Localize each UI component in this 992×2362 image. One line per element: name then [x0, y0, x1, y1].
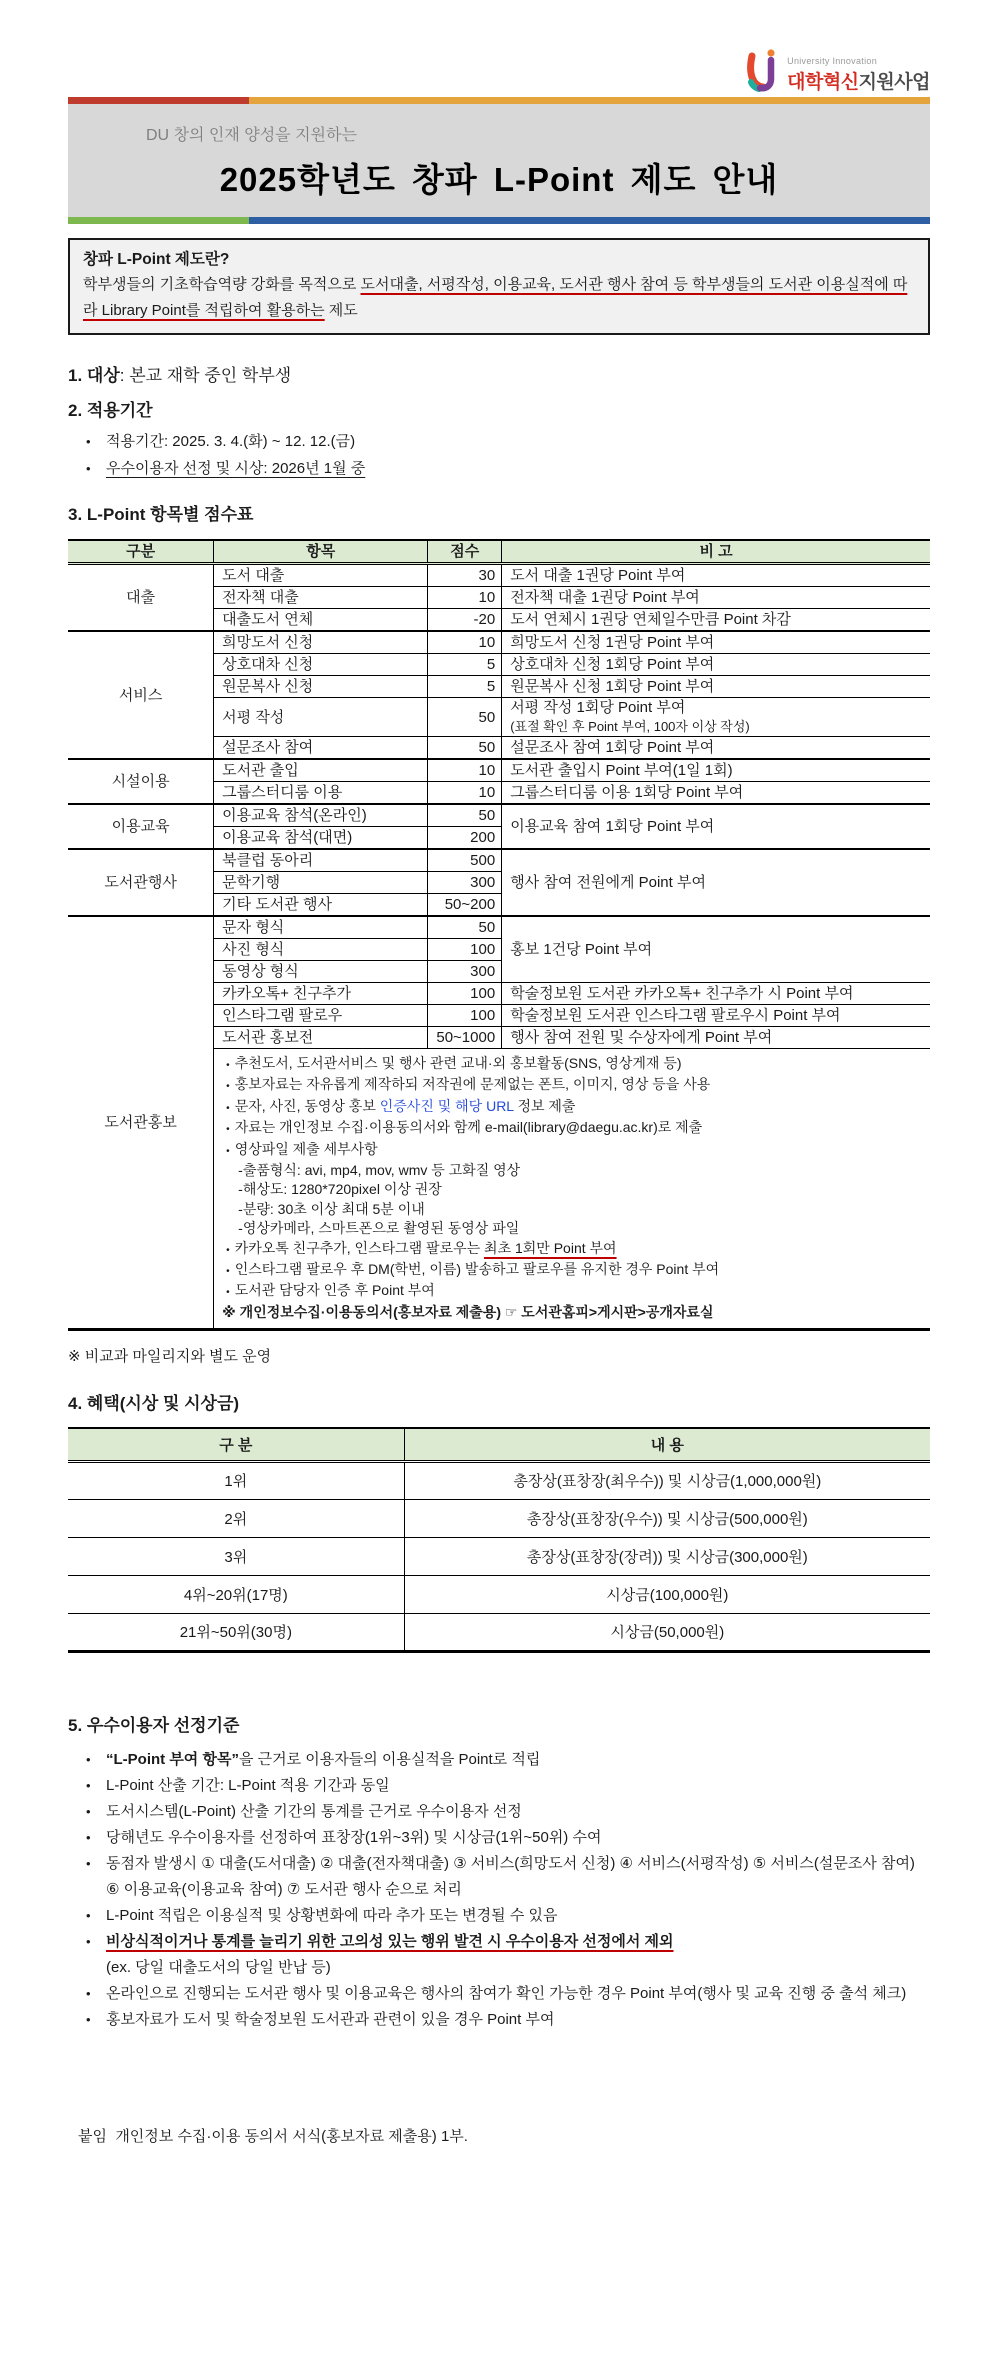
item-cell: 도서관 출입 [214, 759, 428, 782]
criteria-text: • 동점자 발생시 ① 대출(도서대출) ② 대출(전자책대출) ③ 서비스(희망도서 신청) ④ 서비스(서평작성) ⑤ 서비스(설문조사 참여) ⑥ 이용교육(이용교육 참여) ⑦ 도서관 행사 순으로 처리 [106, 1854, 915, 1898]
item-cell: 전자책 대출 [214, 587, 428, 609]
remark-cell: 도서 연체시 1권당 연체일수만큼 Point 차감 [502, 609, 930, 632]
section5-heading: 5. 우수이용자 선정기준 [68, 1715, 240, 1735]
remark-cell: 설문조사 참여 1회당 Point 부여 [502, 737, 930, 760]
remark-cell: 상호대차 신청 1회당 Point 부여 [502, 654, 930, 676]
criteria-text: • 온라인으로 진행되는 도서관 행사 및 이용교육은 행사의 참여가 확인 가능한 경우 Point 부여(행사 및 교육 진행 중 출석 체크) [106, 1984, 907, 2002]
intro-text-post: 제도 [324, 302, 358, 319]
prize-cell: 총장상(표창장(우수)) 및 시상금(500,000원) [404, 1499, 930, 1537]
group-label: 도서관행사 [68, 849, 214, 916]
criteria-rest: 을 근거로 이용자들의 이용실적을 Point로 적립 [238, 1750, 541, 1768]
score-cell: 50~1000 [428, 1027, 502, 1049]
promo-note-pre: 카카오톡 친구추가, 인스타그램 팔로우는 [234, 1239, 485, 1256]
consent-form-note: ※ 개인정보수집·이용동의서(홍보자료 제출용) ☞ 도서관홈피>게시판>공개자료실 [222, 1303, 714, 1320]
criteria-text [106, 1747, 540, 1773]
score-table [68, 539, 930, 1331]
logo-title-red: 대학혁신 [787, 72, 859, 93]
score-cell: 5 [428, 676, 502, 698]
table-row [68, 759, 930, 782]
promo-note [222, 1239, 922, 1260]
banner-bottom-bar [68, 217, 930, 224]
group-label: 도서관홍보 [68, 916, 214, 1330]
col-header-category: 구분 [68, 540, 214, 564]
remark-cell: 그룹스터디룸 이용 1회당 Point 부여 [502, 782, 930, 805]
remark-cell: 이용교육 참여 1회당 Point 부여 [502, 804, 930, 849]
prize-cell: 시상금(50,000원) [404, 1613, 930, 1651]
item-cell: 원문복사 신청 [214, 676, 428, 698]
table-row [68, 631, 930, 654]
criteria-text: • 도서시스템(L-Point) 산출 기간의 통계를 근거로 우수이용자 선정 [106, 1802, 522, 1820]
item-cell: 문학기행 [214, 872, 428, 894]
rank-cell: 1위 [68, 1461, 404, 1499]
table-row [68, 1537, 930, 1575]
score-cell: 300 [428, 872, 502, 894]
score-table-header-row [68, 540, 930, 564]
remark-cell: 행사 참여 전원에게 Point 부여 [502, 849, 930, 916]
cert-photo-url-link[interactable]: 인증사진 및 해당 URL [379, 1097, 514, 1114]
intro-box [68, 238, 930, 335]
table-row [68, 804, 930, 827]
promo-note: • 도서관 담당자 인증 후 Point 부여 [222, 1281, 922, 1302]
section1-label: 1. 대상 [68, 366, 120, 385]
promo-note [222, 1097, 922, 1118]
logo-row [68, 0, 930, 94]
promo-note-post: 정보 제출 [513, 1097, 576, 1114]
section1-text: : 본교 재학 중인 학부생 [119, 366, 292, 385]
logo-title [787, 67, 930, 94]
col-header-item: 항목 [214, 540, 428, 564]
score-cell: 100 [428, 1005, 502, 1027]
score-cell: 500 [428, 849, 502, 872]
item-cell: 상호대차 신청 [214, 654, 428, 676]
score-cell: 10 [428, 587, 502, 609]
criteria-bullet [68, 2007, 930, 2033]
intro-text-underlined: 도서대출, 서평작성, 이용교육, 도서관 행사 참여 등 학부생들의 도서관 이용실적에 따라 Library Point를 적립하여 활용하는 [83, 276, 908, 319]
criteria-bullet [68, 1981, 930, 2007]
item-cell: 이용교육 참석(온라인) [214, 804, 428, 827]
intro-text-pre: 학부생들의 기초학습역량 강화를 목적으로 [83, 276, 361, 293]
score-cell: 100 [428, 939, 502, 961]
promo-subnote: -출품형식: avi, mp4, mov, wmv 등 고화질 영상 [238, 1162, 521, 1179]
score-cell: 10 [428, 631, 502, 654]
criteria-alert-example: (ex. 당일 대출도서의 당일 반납 등) [106, 1958, 331, 1976]
promo-note: • 자료는 개인정보 수집·이용동의서와 함께 e-mail(library@daegu.ac.kr)로 제출 [222, 1118, 922, 1139]
bullet-apply-period [68, 428, 930, 455]
criteria-alert: 비상식적이거나 통계를 늘리기 위한 고의성 있는 행위 발견 시 우수이용자 선정에서 제외 [106, 1932, 674, 1950]
criteria-bullet [68, 1747, 930, 1773]
remark-cell: 도서 대출 1권당 Point 부여 [502, 564, 930, 587]
score-cell: 50 [428, 737, 502, 760]
mileage-footnote: ※ 비교과 마일리지와 별도 운영 [68, 1348, 272, 1366]
prize-cell: 시상금(100,000원) [404, 1575, 930, 1613]
rank-cell: 3위 [68, 1537, 404, 1575]
item-cell: 북클럽 동아리 [214, 849, 428, 872]
university-innovation-logo [745, 48, 930, 94]
item-cell: 대출도서 연체 [214, 609, 428, 632]
bar-blue-segment [249, 217, 930, 224]
bullet-apply-period-text: • 적용기간: 2025. 3. 4.(화) ~ 12. 12.(금) [106, 433, 356, 450]
banner-body [68, 104, 930, 217]
promo-note: • 영상파일 제출 세부사항 [222, 1140, 922, 1161]
intro-box-title: 창파 L-Point 제도란? [83, 251, 230, 268]
logo-tagline: University Innovation [787, 56, 877, 66]
criteria-bullet [68, 1903, 930, 1929]
promo-note: • 홍보자료는 자유롭게 제작하되 저작권에 문제없는 폰트, 이미지, 영상 등을 사용 [222, 1075, 922, 1096]
item-cell: 희망도서 신청 [214, 631, 428, 654]
section5-bullets [68, 1747, 930, 2033]
bar-red-segment [68, 97, 249, 104]
prize-cell: 총장상(표창장(최우수)) 및 시상금(1,000,000원) [404, 1461, 930, 1499]
rank-cell: 4위~20위(17명) [68, 1575, 404, 1613]
remark-cell: 도서관 출입시 Point 부여(1일 1회) [502, 759, 930, 782]
criteria-text [106, 1929, 674, 1981]
logo-text [787, 56, 930, 94]
remark-cell: 원문복사 신청 1회당 Point 부여 [502, 676, 930, 698]
group-label: 서비스 [68, 631, 214, 759]
item-cell: 문자 형식 [214, 916, 428, 939]
promo-subnote: -영상카메라, 스마트폰으로 촬영된 동영상 파일 [238, 1220, 520, 1237]
intro-box-body [83, 272, 915, 324]
prize-cell: 총장상(표창장(장려)) 및 시상금(300,000원) [404, 1537, 930, 1575]
benefit-table [68, 1427, 930, 1653]
bar-green-segment [68, 217, 249, 224]
remark-line2: (표절 확인 후 Point 부여, 100자 이상 작성) [510, 719, 750, 734]
item-cell: 동영상 형식 [214, 961, 428, 983]
page-title: 2025학년도 창파 L-Point 제도 안내 [219, 161, 779, 198]
promo-notes-cell [214, 1049, 930, 1330]
score-cell: 30 [428, 564, 502, 587]
score-cell: 300 [428, 961, 502, 983]
remark-cell: 학술정보원 도서관 인스타그램 팔로우시 Point 부여 [502, 1005, 930, 1027]
col-header-rank: 구 분 [68, 1428, 404, 1461]
remark-cell: 홍보 1건당 Point 부여 [502, 916, 930, 983]
promo-note-pre: 문자, 사진, 동영상 홍보 [234, 1097, 380, 1114]
remark-cell: 희망도서 신청 1권당 Point 부여 [502, 631, 930, 654]
logo-title-gray: 지원사업 [858, 72, 930, 93]
score-cell: 200 [428, 827, 502, 850]
col-header-content: 내 용 [404, 1428, 930, 1461]
score-cell: 10 [428, 782, 502, 805]
promo-note: • 인스타그램 팔로우 후 DM(학번, 이름) 발송하고 팔로우를 유지한 경우 Point 부여 [222, 1260, 922, 1281]
score-cell: 50 [428, 916, 502, 939]
item-cell: 서평 작성 [214, 698, 428, 737]
score-cell: 10 [428, 759, 502, 782]
rank-cell: 21위~50위(30명) [68, 1613, 404, 1651]
table-row [68, 1613, 930, 1651]
group-label: 시설이용 [68, 759, 214, 804]
section4-heading: 4. 혜택(시상 및 시상금) [68, 1394, 240, 1414]
item-cell: 설문조사 참여 [214, 737, 428, 760]
remark-cell: 학술정보원 도서관 카카오톡+ 친구추가 시 Point 부여 [502, 983, 930, 1005]
item-cell: 사진 형식 [214, 939, 428, 961]
banner-top-bar [68, 97, 930, 104]
criteria-text: • L-Point 적립은 이용실적 및 상황변화에 따라 추가 또는 변경될 수 있음 [106, 1906, 558, 1924]
item-cell: 이용교육 참석(대면) [214, 827, 428, 850]
bullet-award-schedule-text: • 우수이용자 선정 및 시상: 2026년 1월 중 [106, 460, 366, 477]
section3-heading: 3. L-Point 항목별 점수표 [68, 505, 254, 524]
remark-cell [502, 698, 930, 737]
score-cell: 50 [428, 698, 502, 737]
criteria-bullet [68, 1851, 930, 1903]
item-cell: 카카오톡+ 친구추가 [214, 983, 428, 1005]
promo-subnote: -해상도: 1280*720pixel 이상 권장 [238, 1181, 442, 1198]
banner-subtitle: DU 창의 인재 양성을 지원하는 [146, 127, 357, 144]
group-label: 대출 [68, 564, 214, 632]
group-label: 이용교육 [68, 804, 214, 849]
table-row [68, 1461, 930, 1499]
table-row [68, 564, 930, 587]
col-header-score: 점수 [428, 540, 502, 564]
table-row [68, 849, 930, 872]
title-banner [68, 97, 930, 224]
criteria-text: • 홍보자료가 도서 및 학술정보원 도서관과 관련이 있을 경우 Point 부여 [106, 2010, 555, 2028]
logo-u-icon [745, 48, 783, 94]
promo-subnote: -분량: 30초 이상 최대 5분 이내 [238, 1200, 425, 1217]
bar-orange-segment [249, 97, 930, 104]
table-row [68, 1575, 930, 1613]
col-header-remark: 비 고 [502, 540, 930, 564]
remark-cell: 행사 참여 전원 및 수상자에게 Point 부여 [502, 1027, 930, 1049]
promo-note-highlight: 최초 1회만 Point 부여 [484, 1239, 617, 1256]
benefit-table-header-row [68, 1428, 930, 1461]
criteria-bold: “L-Point 부여 항목” [106, 1750, 239, 1768]
table-row [68, 1499, 930, 1537]
section2-heading: 2. 적용기간 [68, 401, 153, 420]
section2-bullets [68, 428, 930, 482]
criteria-text: • 당해년도 우수이용자를 선정하여 표창장(1위~3위) 및 시상금(1위~50위) 수여 [106, 1828, 602, 1846]
score-cell: 5 [428, 654, 502, 676]
item-cell: 그룹스터디룸 이용 [214, 782, 428, 805]
item-cell: 기타 도서관 행사 [214, 894, 428, 917]
criteria-bullet [68, 1825, 930, 1851]
table-row [68, 916, 930, 939]
promo-note: • 추천도서, 도서관서비스 및 행사 관련 교내·외 홍보활동(SNS, 영상게재 등) [222, 1054, 922, 1075]
section-target [68, 365, 930, 387]
item-cell: 도서관 홍보전 [214, 1027, 428, 1049]
criteria-text: • L-Point 산출 기간: L-Point 적용 기간과 동일 [106, 1776, 390, 1794]
score-cell: 50 [428, 804, 502, 827]
item-cell: 도서 대출 [214, 564, 428, 587]
bullet-award-schedule [68, 455, 930, 482]
remark-cell: 전자책 대출 1권당 Point 부여 [502, 587, 930, 609]
item-cell: 인스타그램 팔로우 [214, 1005, 428, 1027]
criteria-bullet [68, 1799, 930, 1825]
rank-cell: 2위 [68, 1499, 404, 1537]
remark-line1: 서평 작성 1회당 Point 부여 [510, 699, 686, 716]
attachment-note: 붙임 개인정보 수집·이용 동의서 서식(홍보자료 제출용) 1부. [78, 2127, 468, 2145]
criteria-bullet [68, 1929, 930, 1981]
criteria-bullet [68, 1773, 930, 1799]
score-cell: 100 [428, 983, 502, 1005]
score-cell: -20 [428, 609, 502, 632]
score-cell: 50~200 [428, 894, 502, 917]
